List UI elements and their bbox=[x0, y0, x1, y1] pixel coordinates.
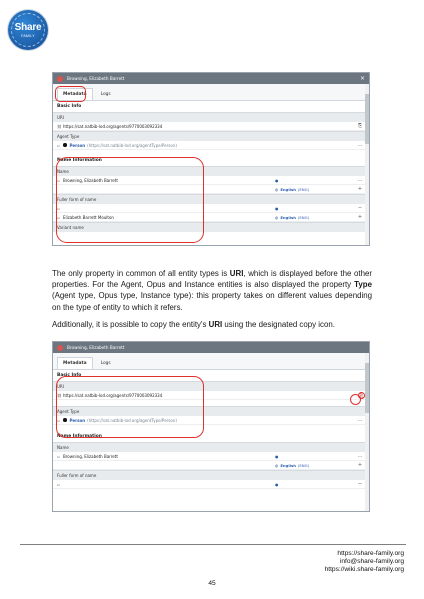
name-value[interactable]: Browning, Elizabeth Barrett bbox=[63, 177, 118, 183]
lang-icon: ▫ bbox=[57, 481, 60, 487]
remove-icon[interactable]: − bbox=[357, 481, 363, 487]
agent-type-label: Agent Type bbox=[53, 131, 369, 141]
more-icon[interactable]: … bbox=[357, 177, 363, 183]
screenshot-entity-metadata-1 bbox=[52, 72, 370, 246]
fuller-form-label: Fuller form of name bbox=[53, 194, 369, 204]
agent-type-row bbox=[53, 141, 369, 150]
globe-icon: ◍ bbox=[275, 214, 279, 220]
lang-icon: ▫ bbox=[57, 417, 60, 423]
window-title: Browning, Elizabeth Barrett bbox=[67, 76, 125, 81]
script-selector[interactable]: ● bbox=[275, 481, 279, 487]
edit-icon[interactable]: … bbox=[357, 417, 363, 423]
remove-icon[interactable]: − bbox=[357, 205, 363, 211]
section-name-information: Name Information bbox=[57, 158, 102, 163]
lang-icon: ▫ bbox=[57, 142, 60, 148]
language-english: English bbox=[280, 214, 296, 220]
copy-icon[interactable]: ⎘ bbox=[359, 392, 364, 398]
screenshot-entity-metadata-2 bbox=[52, 341, 370, 512]
footer-email[interactable]: info@share-family.org bbox=[339, 558, 404, 565]
language-selector[interactable] bbox=[275, 463, 355, 468]
lang-icon: ▫ bbox=[57, 177, 60, 183]
bold-uri: URI bbox=[208, 320, 223, 329]
uri-label: URI bbox=[53, 112, 369, 122]
name-label: Name bbox=[53, 442, 369, 452]
bold-uri: URI bbox=[229, 269, 244, 278]
lang-icon: ▫ bbox=[57, 205, 60, 211]
footer-website[interactable]: https://share-family.org bbox=[337, 550, 404, 557]
name-row bbox=[53, 176, 369, 185]
edit-icon[interactable]: … bbox=[357, 142, 363, 148]
language-selector[interactable] bbox=[275, 187, 355, 192]
fuller-form-label: Fuller form of name bbox=[53, 470, 369, 480]
text-run: using the designated copy icon. bbox=[222, 320, 335, 329]
language-code: (ENG) bbox=[297, 462, 310, 468]
page-number: 45 bbox=[208, 580, 216, 587]
name-row bbox=[53, 452, 369, 461]
window-title: Browning, Elizabeth Barrett bbox=[67, 345, 125, 350]
scrollbar[interactable] bbox=[365, 353, 369, 511]
add-icon[interactable]: + bbox=[357, 214, 363, 220]
text-run: Additionally, it is possible to copy the entity's bbox=[52, 320, 209, 329]
name-value[interactable]: Browning, Elizabeth Barrett bbox=[63, 453, 118, 459]
fuller-empty-row bbox=[53, 204, 369, 213]
scrollbar-thumb[interactable] bbox=[365, 94, 369, 144]
language-english: English bbox=[280, 186, 296, 192]
name-label: Name bbox=[53, 166, 369, 176]
scrollbar[interactable] bbox=[365, 84, 369, 245]
name-lang-row bbox=[53, 185, 369, 194]
text-run: , which is displayed before the other properties. For the Agent, Opus and Instance entities is also displayed the property bbox=[52, 269, 373, 290]
tab-metadata[interactable]: Metadata bbox=[57, 88, 93, 100]
section-basic-info: Basic Info bbox=[57, 104, 82, 109]
agent-type-url: (https://sat.natbib-lod.org/agentType/Person) bbox=[87, 417, 177, 423]
footer-divider bbox=[20, 544, 406, 545]
entity-badge-icon bbox=[57, 76, 63, 82]
paragraph-uri-type bbox=[52, 268, 372, 313]
close-icon[interactable]: × bbox=[359, 74, 365, 82]
tab-logs[interactable]: Logs bbox=[100, 361, 111, 366]
language-english: English bbox=[280, 462, 296, 468]
tab-metadata[interactable]: Metadata bbox=[57, 357, 93, 369]
text-run: The only property in common of all entity types is bbox=[52, 269, 230, 278]
uri-row bbox=[53, 122, 369, 131]
link-icon: ⛓ bbox=[57, 123, 62, 129]
uri-value[interactable]: https://sat.natbib-lod.org/agents/9770003092334 bbox=[63, 392, 163, 398]
link-icon: ⛓ bbox=[57, 392, 62, 398]
agent-type-person[interactable]: Person bbox=[69, 417, 86, 423]
window-titlebar bbox=[53, 73, 369, 84]
add-icon[interactable]: + bbox=[357, 462, 363, 468]
person-dot-icon bbox=[63, 143, 67, 147]
agent-type-url: (https://sat.natbib-lod.org/agentType/Person) bbox=[87, 142, 177, 148]
tab-bar bbox=[53, 84, 369, 101]
add-icon[interactable]: + bbox=[357, 186, 363, 192]
scrollbar-thumb[interactable] bbox=[365, 363, 369, 413]
tab-bar bbox=[53, 353, 369, 370]
section-name-information: Name Information bbox=[57, 434, 102, 439]
name-lang-row bbox=[53, 461, 369, 470]
tab-logs[interactable]: Logs bbox=[100, 92, 111, 97]
agent-type-person[interactable]: Person bbox=[69, 142, 86, 148]
share-family-logo bbox=[8, 10, 48, 50]
person-dot-icon bbox=[63, 418, 67, 422]
globe-icon: ◍ bbox=[275, 462, 279, 468]
uri-label: URI bbox=[53, 381, 369, 391]
paragraph-copy-uri bbox=[52, 319, 372, 330]
language-code: (ENG) bbox=[297, 214, 310, 220]
uri-value[interactable]: https://sat.natbib-lod.org/agents/9770003092334 bbox=[63, 123, 163, 129]
copy-icon[interactable]: ⎘ bbox=[357, 123, 362, 129]
fuller-value[interactable]: Elizabeth Barrett Moulton bbox=[63, 214, 114, 220]
globe-icon: ◍ bbox=[275, 186, 279, 192]
variant-name-label: Variant name bbox=[53, 222, 369, 232]
lang-icon: ▫ bbox=[57, 453, 60, 459]
script-selector[interactable]: ● bbox=[275, 205, 279, 211]
section-basic-info: Basic Info bbox=[57, 373, 82, 378]
window-titlebar bbox=[53, 342, 369, 353]
agent-type-row bbox=[53, 416, 369, 425]
logo-word: Share bbox=[14, 22, 42, 33]
bold-type: Type bbox=[354, 280, 372, 290]
text-run: (Agent type, Opus type, Instance type): this property takes on different values depending on the type of entity to which it refers. bbox=[52, 291, 372, 312]
footer-wiki[interactable]: https://wiki.share-family.org bbox=[324, 566, 404, 573]
script-selector[interactable]: ● bbox=[275, 453, 279, 459]
agent-type-label: Agent Type bbox=[53, 406, 369, 416]
fuller-row bbox=[53, 213, 369, 222]
script-selector[interactable]: ● bbox=[275, 177, 279, 183]
fuller-empty-row bbox=[53, 480, 369, 489]
language-selector[interactable] bbox=[275, 215, 355, 220]
more-icon[interactable]: … bbox=[357, 453, 363, 459]
uri-row bbox=[53, 391, 369, 400]
lang-icon: ▫ bbox=[57, 214, 60, 220]
logo-sub: FAMILY bbox=[21, 34, 35, 38]
entity-badge-icon bbox=[57, 345, 63, 351]
language-code: (ENG) bbox=[297, 186, 310, 192]
